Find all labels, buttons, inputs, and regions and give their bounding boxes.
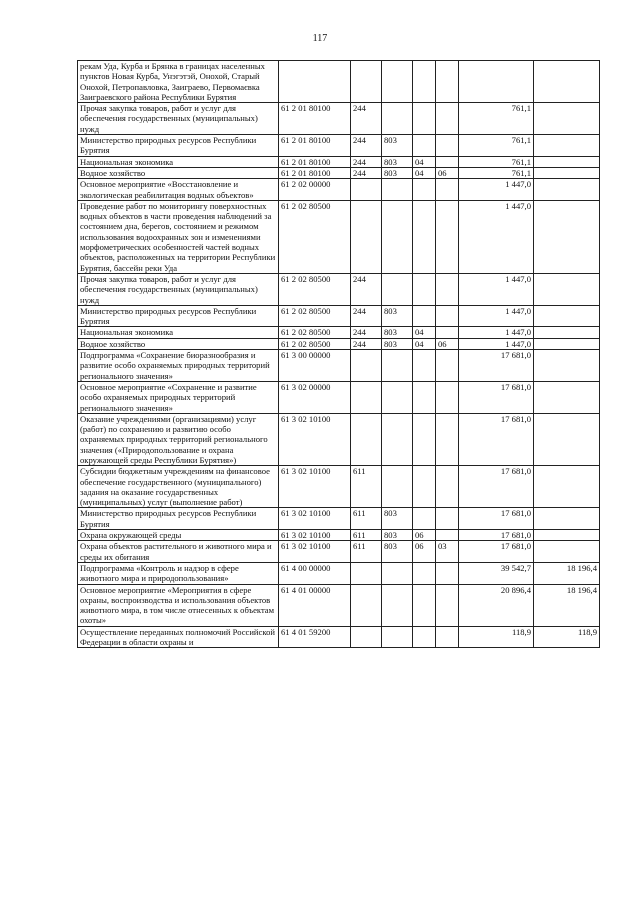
cell-admin-code: 803 <box>382 156 413 167</box>
cell-amount-2 <box>534 200 600 273</box>
cell-subsection <box>436 305 459 327</box>
cell-expense-type <box>351 584 382 626</box>
cell-admin-code <box>382 350 413 382</box>
cell-target-article: 61 4 00 00000 <box>279 562 351 584</box>
cell-admin-code: 803 <box>382 135 413 157</box>
cell-section: 04 <box>413 167 436 178</box>
cell-subsection <box>436 626 459 648</box>
cell-subsection: 03 <box>436 541 459 563</box>
cell-amount-2 <box>534 350 600 382</box>
cell-expense-type <box>351 200 382 273</box>
cell-section <box>413 305 436 327</box>
cell-name: Прочая закупка товаров, работ и услуг для обеспечения государственных (муниципальных) нужд <box>78 103 279 135</box>
cell-name: Министерство природных ресурсов Республики Бурятия <box>78 135 279 157</box>
table-row <box>78 562 600 584</box>
cell-expense-type: 611 <box>351 530 382 541</box>
table-row <box>78 530 600 541</box>
cell-target-article: 61 2 01 80100 <box>279 103 351 135</box>
table-row <box>78 350 600 382</box>
cell-amount-1: 118,9 <box>459 626 534 648</box>
cell-section: 06 <box>413 541 436 563</box>
table-row <box>78 626 600 648</box>
cell-subsection <box>436 200 459 273</box>
cell-section <box>413 626 436 648</box>
cell-amount-1: 17 681,0 <box>459 466 534 508</box>
cell-amount-2: 118,9 <box>534 626 600 648</box>
cell-expense-type <box>351 61 382 103</box>
cell-amount-2 <box>534 135 600 157</box>
cell-section <box>413 273 436 305</box>
cell-subsection <box>436 103 459 135</box>
cell-section <box>413 466 436 508</box>
cell-expense-type: 244 <box>351 327 382 338</box>
cell-expense-type: 611 <box>351 466 382 508</box>
cell-name: Оказание учреждениями (организациями) услуг (работ) по сохранению и развитию особо охраняемых природных территорий регионального значения («Природопользование и охрана окружающей среды Республики Бурятия») <box>78 413 279 465</box>
cell-amount-1: 17 681,0 <box>459 508 534 530</box>
cell-section <box>413 103 436 135</box>
cell-amount-2 <box>534 541 600 563</box>
table-row <box>78 338 600 349</box>
cell-section <box>413 61 436 103</box>
cell-subsection <box>436 135 459 157</box>
cell-name: Национальная экономика <box>78 156 279 167</box>
cell-amount-2 <box>534 381 600 413</box>
cell-expense-type: 244 <box>351 305 382 327</box>
cell-section: 04 <box>413 156 436 167</box>
table-row <box>78 179 600 201</box>
cell-subsection <box>436 530 459 541</box>
cell-admin-code <box>382 103 413 135</box>
cell-amount-2 <box>534 179 600 201</box>
cell-name: Основное мероприятие «Восстановление и экологическая реабилитация водных объектов» <box>78 179 279 201</box>
cell-expense-type <box>351 350 382 382</box>
cell-expense-type: 244 <box>351 338 382 349</box>
cell-target-article: 61 2 02 80500 <box>279 273 351 305</box>
table-row <box>78 413 600 465</box>
cell-amount-1: 1 447,0 <box>459 179 534 201</box>
table-row <box>78 327 600 338</box>
cell-expense-type <box>351 562 382 584</box>
cell-subsection: 06 <box>436 338 459 349</box>
cell-amount-1: 761,1 <box>459 167 534 178</box>
table-row <box>78 584 600 626</box>
cell-admin-code: 803 <box>382 167 413 178</box>
cell-admin-code: 803 <box>382 541 413 563</box>
cell-subsection <box>436 327 459 338</box>
cell-amount-1: 1 447,0 <box>459 327 534 338</box>
cell-amount-2: 18 196,4 <box>534 562 600 584</box>
cell-name: рекам Уда, Курба и Брянка в границах населенных пунктов Новая Курба, Унэгэтэй, Онохой, Старый Онохой, Петропавловка, Заиграево, Первомаєвка Заиграевского района Республики Бурятия <box>78 61 279 103</box>
cell-admin-code <box>382 466 413 508</box>
cell-target-article: 61 3 02 00000 <box>279 381 351 413</box>
cell-amount-2 <box>534 413 600 465</box>
cell-expense-type: 244 <box>351 156 382 167</box>
cell-subsection <box>436 508 459 530</box>
cell-name: Охрана объектов растительного и животного мира и среды их обитания <box>78 541 279 563</box>
cell-amount-2: 18 196,4 <box>534 584 600 626</box>
cell-admin-code <box>382 61 413 103</box>
cell-target-article: 61 4 01 00000 <box>279 584 351 626</box>
cell-subsection <box>436 273 459 305</box>
table-row <box>78 541 600 563</box>
cell-amount-1 <box>459 61 534 103</box>
cell-expense-type: 244 <box>351 135 382 157</box>
cell-expense-type <box>351 413 382 465</box>
cell-name: Охрана окружающей среды <box>78 530 279 541</box>
table-row <box>78 305 600 327</box>
cell-section: 04 <box>413 327 436 338</box>
cell-target-article: 61 2 02 80500 <box>279 200 351 273</box>
cell-name: Национальная экономика <box>78 327 279 338</box>
cell-amount-1: 39 542,7 <box>459 562 534 584</box>
cell-subsection <box>436 179 459 201</box>
table-row <box>78 167 600 178</box>
cell-amount-2 <box>534 167 600 178</box>
cell-amount-1: 17 681,0 <box>459 413 534 465</box>
cell-admin-code <box>382 273 413 305</box>
table-row <box>78 381 600 413</box>
cell-expense-type: 244 <box>351 273 382 305</box>
cell-section <box>413 200 436 273</box>
cell-section: 04 <box>413 338 436 349</box>
cell-section <box>413 508 436 530</box>
cell-name: Осуществление переданных полномочий Российской Федерации в области охраны и <box>78 626 279 648</box>
cell-section <box>413 413 436 465</box>
cell-section <box>413 135 436 157</box>
cell-amount-2 <box>534 156 600 167</box>
cell-amount-1: 1 447,0 <box>459 273 534 305</box>
cell-amount-1: 17 681,0 <box>459 530 534 541</box>
cell-section <box>413 381 436 413</box>
cell-name: Основное мероприятие «Сохранение и развитие особо охраняемых природных территорий регионального значения» <box>78 381 279 413</box>
cell-amount-1: 761,1 <box>459 135 534 157</box>
table-row <box>78 508 600 530</box>
cell-admin-code <box>382 200 413 273</box>
cell-section: 06 <box>413 530 436 541</box>
cell-target-article: 61 2 02 80500 <box>279 338 351 349</box>
cell-target-article: 61 3 00 00000 <box>279 350 351 382</box>
cell-name: Министерство природных ресурсов Республики Бурятия <box>78 508 279 530</box>
cell-amount-2 <box>534 530 600 541</box>
cell-name: Подпрограмма «Сохранение биоразнообразия и развитие особо охраняемых природных территорий регионального значения» <box>78 350 279 382</box>
cell-amount-2 <box>534 327 600 338</box>
cell-amount-1: 1 447,0 <box>459 200 534 273</box>
table-row <box>78 466 600 508</box>
cell-name: Министерство природных ресурсов Республики Бурятия <box>78 305 279 327</box>
cell-target-article: 61 3 02 10100 <box>279 413 351 465</box>
cell-subsection: 06 <box>436 167 459 178</box>
cell-subsection <box>436 61 459 103</box>
cell-target-article: 61 2 01 80100 <box>279 135 351 157</box>
cell-name: Проведение работ по мониторингу поверхностных водных объектов в части проведения наблюдений за состоянием дна, берегов, состоянием и режимом использования водоохранных зон и изменениями морфометрических особенностей частей водных объектов, расположенных на территории Республики Бурятия, бассейн реки Уда <box>78 200 279 273</box>
cell-expense-type: 244 <box>351 167 382 178</box>
cell-target-article <box>279 61 351 103</box>
cell-section <box>413 562 436 584</box>
cell-amount-1: 761,1 <box>459 103 534 135</box>
cell-section <box>413 179 436 201</box>
cell-section <box>413 350 436 382</box>
cell-admin-code <box>382 381 413 413</box>
cell-target-article: 61 2 01 80100 <box>279 156 351 167</box>
cell-name: Подпрограмма «Контроль и надзор в сфере животного мира и природопользования» <box>78 562 279 584</box>
cell-amount-2 <box>534 61 600 103</box>
cell-name: Водное хозяйство <box>78 338 279 349</box>
cell-amount-1: 1 447,0 <box>459 305 534 327</box>
cell-target-article: 61 4 01 59200 <box>279 626 351 648</box>
cell-target-article: 61 3 02 10100 <box>279 530 351 541</box>
cell-expense-type <box>351 626 382 648</box>
cell-admin-code: 803 <box>382 327 413 338</box>
cell-name: Водное хозяйство <box>78 167 279 178</box>
cell-target-article: 61 2 02 00000 <box>279 179 351 201</box>
cell-amount-1: 17 681,0 <box>459 541 534 563</box>
cell-expense-type <box>351 179 382 201</box>
page-number: 117 <box>312 33 328 44</box>
table-row <box>78 200 600 273</box>
cell-target-article: 61 2 02 80500 <box>279 327 351 338</box>
cell-section <box>413 584 436 626</box>
cell-amount-2 <box>534 338 600 349</box>
cell-admin-code <box>382 562 413 584</box>
cell-admin-code <box>382 584 413 626</box>
cell-target-article: 61 2 02 80500 <box>279 305 351 327</box>
cell-name: Основное мероприятие «Мероприятия в сфере охраны, воспроизводства и использования объектов животного мира, в том числе отнесенных к объектам охоты» <box>78 584 279 626</box>
cell-amount-2 <box>534 508 600 530</box>
cell-amount-1: 1 447,0 <box>459 338 534 349</box>
budget-table <box>77 60 600 648</box>
table-row <box>78 135 600 157</box>
cell-amount-1: 20 896,4 <box>459 584 534 626</box>
cell-amount-1: 17 681,0 <box>459 350 534 382</box>
cell-admin-code: 803 <box>382 305 413 327</box>
cell-name: Субсидии бюджетным учреждениям на финансовое обеспечение государственного (муниципального) задания на оказание государственных (муниципальных) услуг (выполнение работ) <box>78 466 279 508</box>
cell-target-article: 61 2 01 80100 <box>279 167 351 178</box>
table-body <box>78 61 600 648</box>
cell-amount-2 <box>534 103 600 135</box>
cell-subsection <box>436 156 459 167</box>
cell-expense-type <box>351 381 382 413</box>
cell-target-article: 61 3 02 10100 <box>279 541 351 563</box>
cell-subsection <box>436 381 459 413</box>
table-row <box>78 103 600 135</box>
cell-subsection <box>436 562 459 584</box>
cell-admin-code <box>382 179 413 201</box>
cell-expense-type: 611 <box>351 541 382 563</box>
cell-admin-code: 803 <box>382 530 413 541</box>
cell-admin-code: 803 <box>382 338 413 349</box>
table-row <box>78 156 600 167</box>
cell-name: Прочая закупка товаров, работ и услуг для обеспечения государственных (муниципальных) нужд <box>78 273 279 305</box>
cell-amount-2 <box>534 305 600 327</box>
cell-subsection <box>436 413 459 465</box>
cell-admin-code <box>382 626 413 648</box>
cell-subsection <box>436 466 459 508</box>
cell-subsection <box>436 584 459 626</box>
cell-amount-2 <box>534 273 600 305</box>
table-row <box>78 61 600 103</box>
cell-target-article: 61 3 02 10100 <box>279 508 351 530</box>
cell-expense-type: 244 <box>351 103 382 135</box>
cell-admin-code: 803 <box>382 508 413 530</box>
cell-amount-1: 761,1 <box>459 156 534 167</box>
cell-subsection <box>436 350 459 382</box>
cell-target-article: 61 3 02 10100 <box>279 466 351 508</box>
cell-expense-type: 611 <box>351 508 382 530</box>
cell-admin-code <box>382 413 413 465</box>
cell-amount-1: 17 681,0 <box>459 381 534 413</box>
cell-amount-2 <box>534 466 600 508</box>
table-row <box>78 273 600 305</box>
